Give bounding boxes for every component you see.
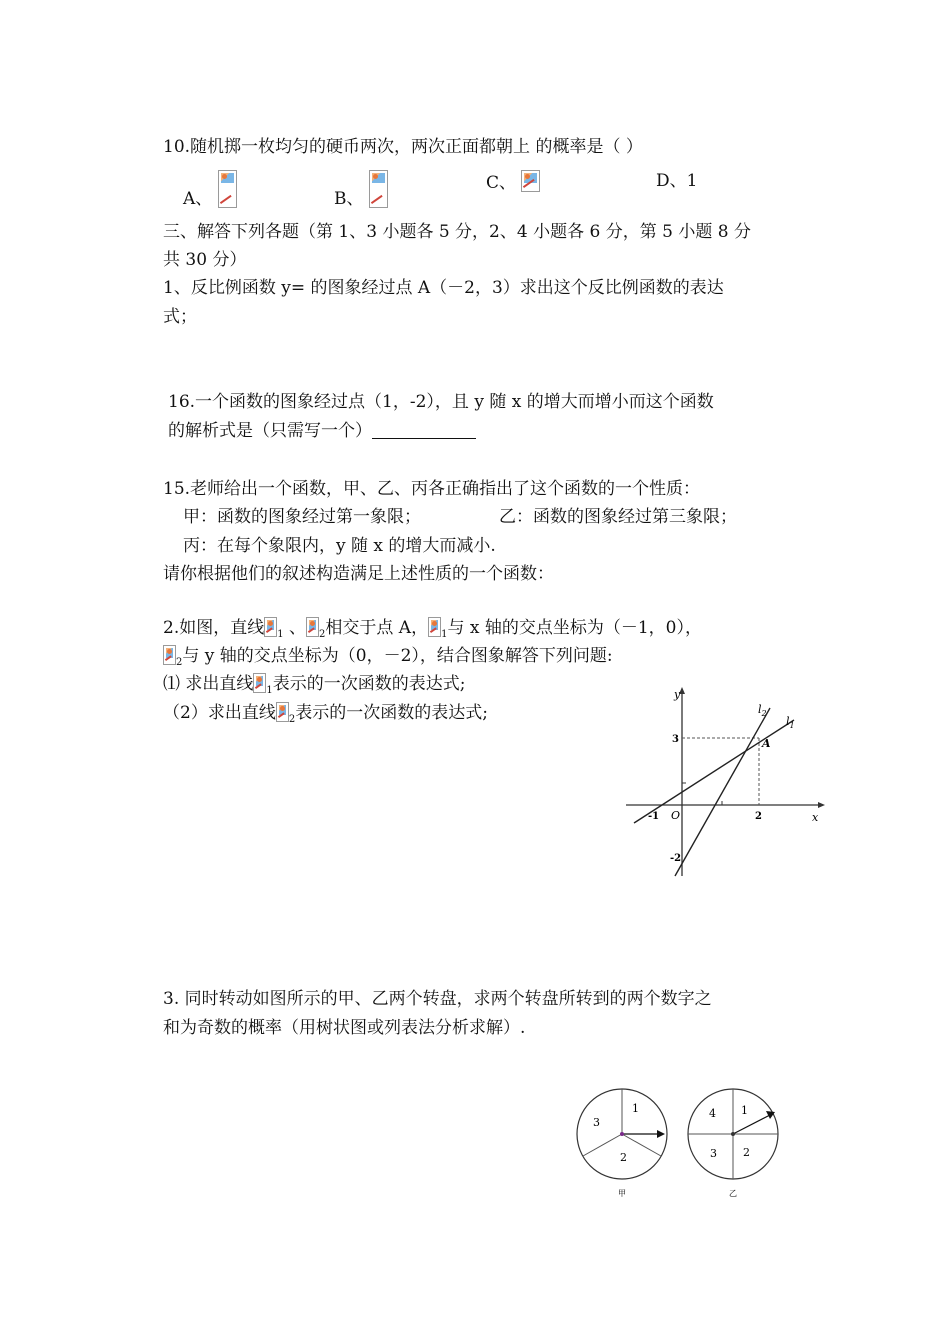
line-l1-image-icon <box>264 617 277 637</box>
subscript-1: 1 <box>277 629 284 640</box>
subscript-1: 1 <box>266 685 273 696</box>
sector-label: 3 <box>710 1147 717 1160</box>
q15-line1: 15.老师给出一个函数，甲、乙、丙各正确指出了这个函数的一个性质： <box>163 479 701 499</box>
q10-option-a-label: A、 <box>183 189 213 209</box>
spinner-caption: 乙 <box>729 1189 737 1198</box>
q15-jia: 甲：函数的图象经过第一象限； <box>183 507 421 527</box>
p3-line2: 和为奇数的概率（用树状图或列表法分析求解）. <box>163 1018 526 1038</box>
sector-label: 1 <box>741 1104 748 1117</box>
subscript-2: 2 <box>288 714 296 725</box>
p2-line4 <box>163 702 488 727</box>
p2-line3 <box>163 673 466 698</box>
section3-title-cont: 共 30 分） <box>163 250 247 270</box>
p2-text: 表示的一次函数的表达式; <box>295 703 488 723</box>
l2-label: $l_2$ <box>758 703 767 718</box>
spinner-jia <box>573 1088 673 1202</box>
q10-stem: 10.随机掷一枚均匀的硬币两次，两次正面都朝上 的概率是（ ） <box>163 137 643 157</box>
section3-title: 三、解答下列各题（第 1、3 小题各 5 分，2、4 小题各 6 分，第 5 小题 8 分 <box>163 222 751 242</box>
p2-text: 相交于点 A， <box>325 618 429 638</box>
p1-line1: 1、反比例函数 y= 的图象经过点 A（－2，3）求出这个反比例函数的表达 <box>163 278 724 298</box>
q15-bing: 丙：在每个象限内，y 随 x 的增大而减小. <box>183 536 496 556</box>
point-a-label: A <box>762 737 771 750</box>
line-l1-image-icon <box>428 617 441 637</box>
spinner-yi <box>684 1088 784 1202</box>
q10-option-b <box>334 170 388 210</box>
spinner-caption: 甲 <box>618 1189 626 1198</box>
p2-line1 <box>163 617 702 642</box>
p2-text: 与 y 轴的交点坐标为（0，－2），结合图象解答下列问题: <box>182 646 613 666</box>
tick-label-neg2: -2 <box>670 853 682 864</box>
q10-option-c-label: C、 <box>486 173 517 193</box>
sector-label: 4 <box>709 1107 716 1120</box>
p2-text: （2）求出直线 <box>163 703 276 723</box>
line-l2-image-icon <box>163 645 176 665</box>
origin-label: O <box>671 809 681 822</box>
q10-option-d: D、1 <box>656 171 698 191</box>
p3-line1: 3. 同时转动如图所示的甲、乙两个转盘，求两个转盘所转到的两个数字之 <box>163 989 712 1009</box>
p2-line2 <box>163 645 613 670</box>
p2-text: 表示的一次函数的表达式; <box>272 674 466 694</box>
q15-line4: 请你根据他们的叙述构造满足上述性质的一个函数： <box>163 564 554 584</box>
subscript-2: 2 <box>319 629 326 640</box>
tick-label-3: 3 <box>672 734 679 745</box>
sector-label: 2 <box>620 1151 627 1164</box>
line-l1-image-icon <box>253 673 266 693</box>
tick-label-2: 2 <box>755 811 762 822</box>
coordinate-graph <box>622 684 827 880</box>
sector-label: 2 <box>743 1146 750 1159</box>
q16-line1: 16.一个函数的图象经过点（1，-2），且 y 随 x 的增大而增小而这个函数 <box>168 392 714 412</box>
p2-text: 与 x 轴的交点坐标为（－1，0）， <box>447 618 702 638</box>
q16-line2 <box>168 420 476 442</box>
spinner-center <box>620 1132 624 1136</box>
p2-text: 、 <box>289 618 307 638</box>
p2-text: ⑴ 求出直线 <box>163 674 254 694</box>
line-l2 <box>675 708 770 876</box>
line-l2-image-icon <box>306 617 319 637</box>
answer-blank <box>372 422 476 439</box>
y-axis-label: y <box>674 688 681 701</box>
q10-option-b-label: B、 <box>334 189 364 209</box>
fraction-image-icon <box>218 170 237 208</box>
x-axis-label: x <box>812 811 819 824</box>
p2-text: 2.如图，直线 <box>163 618 265 638</box>
sector-label: 1 <box>632 1102 639 1115</box>
q16-line2-text: 的解析式是（只需写一个） <box>168 421 372 441</box>
sector-label: 3 <box>593 1116 600 1129</box>
fraction-image-icon <box>369 170 388 208</box>
fraction-image-icon <box>521 170 540 192</box>
p1-line2: 式； <box>163 307 197 327</box>
q10-option-c <box>486 170 540 194</box>
subscript-1: 1 <box>441 629 448 640</box>
q15-yi: 乙：函数的图象经过第三象限； <box>499 507 737 527</box>
x-axis-arrow <box>818 802 825 808</box>
q10-option-a <box>183 170 237 210</box>
tick-label-neg1: -1 <box>648 811 660 822</box>
subscript-2: 2 <box>176 657 183 668</box>
spinner-center <box>731 1132 735 1136</box>
line-l2-image-icon <box>276 702 289 722</box>
l1-label: $l_1$ <box>786 715 795 730</box>
